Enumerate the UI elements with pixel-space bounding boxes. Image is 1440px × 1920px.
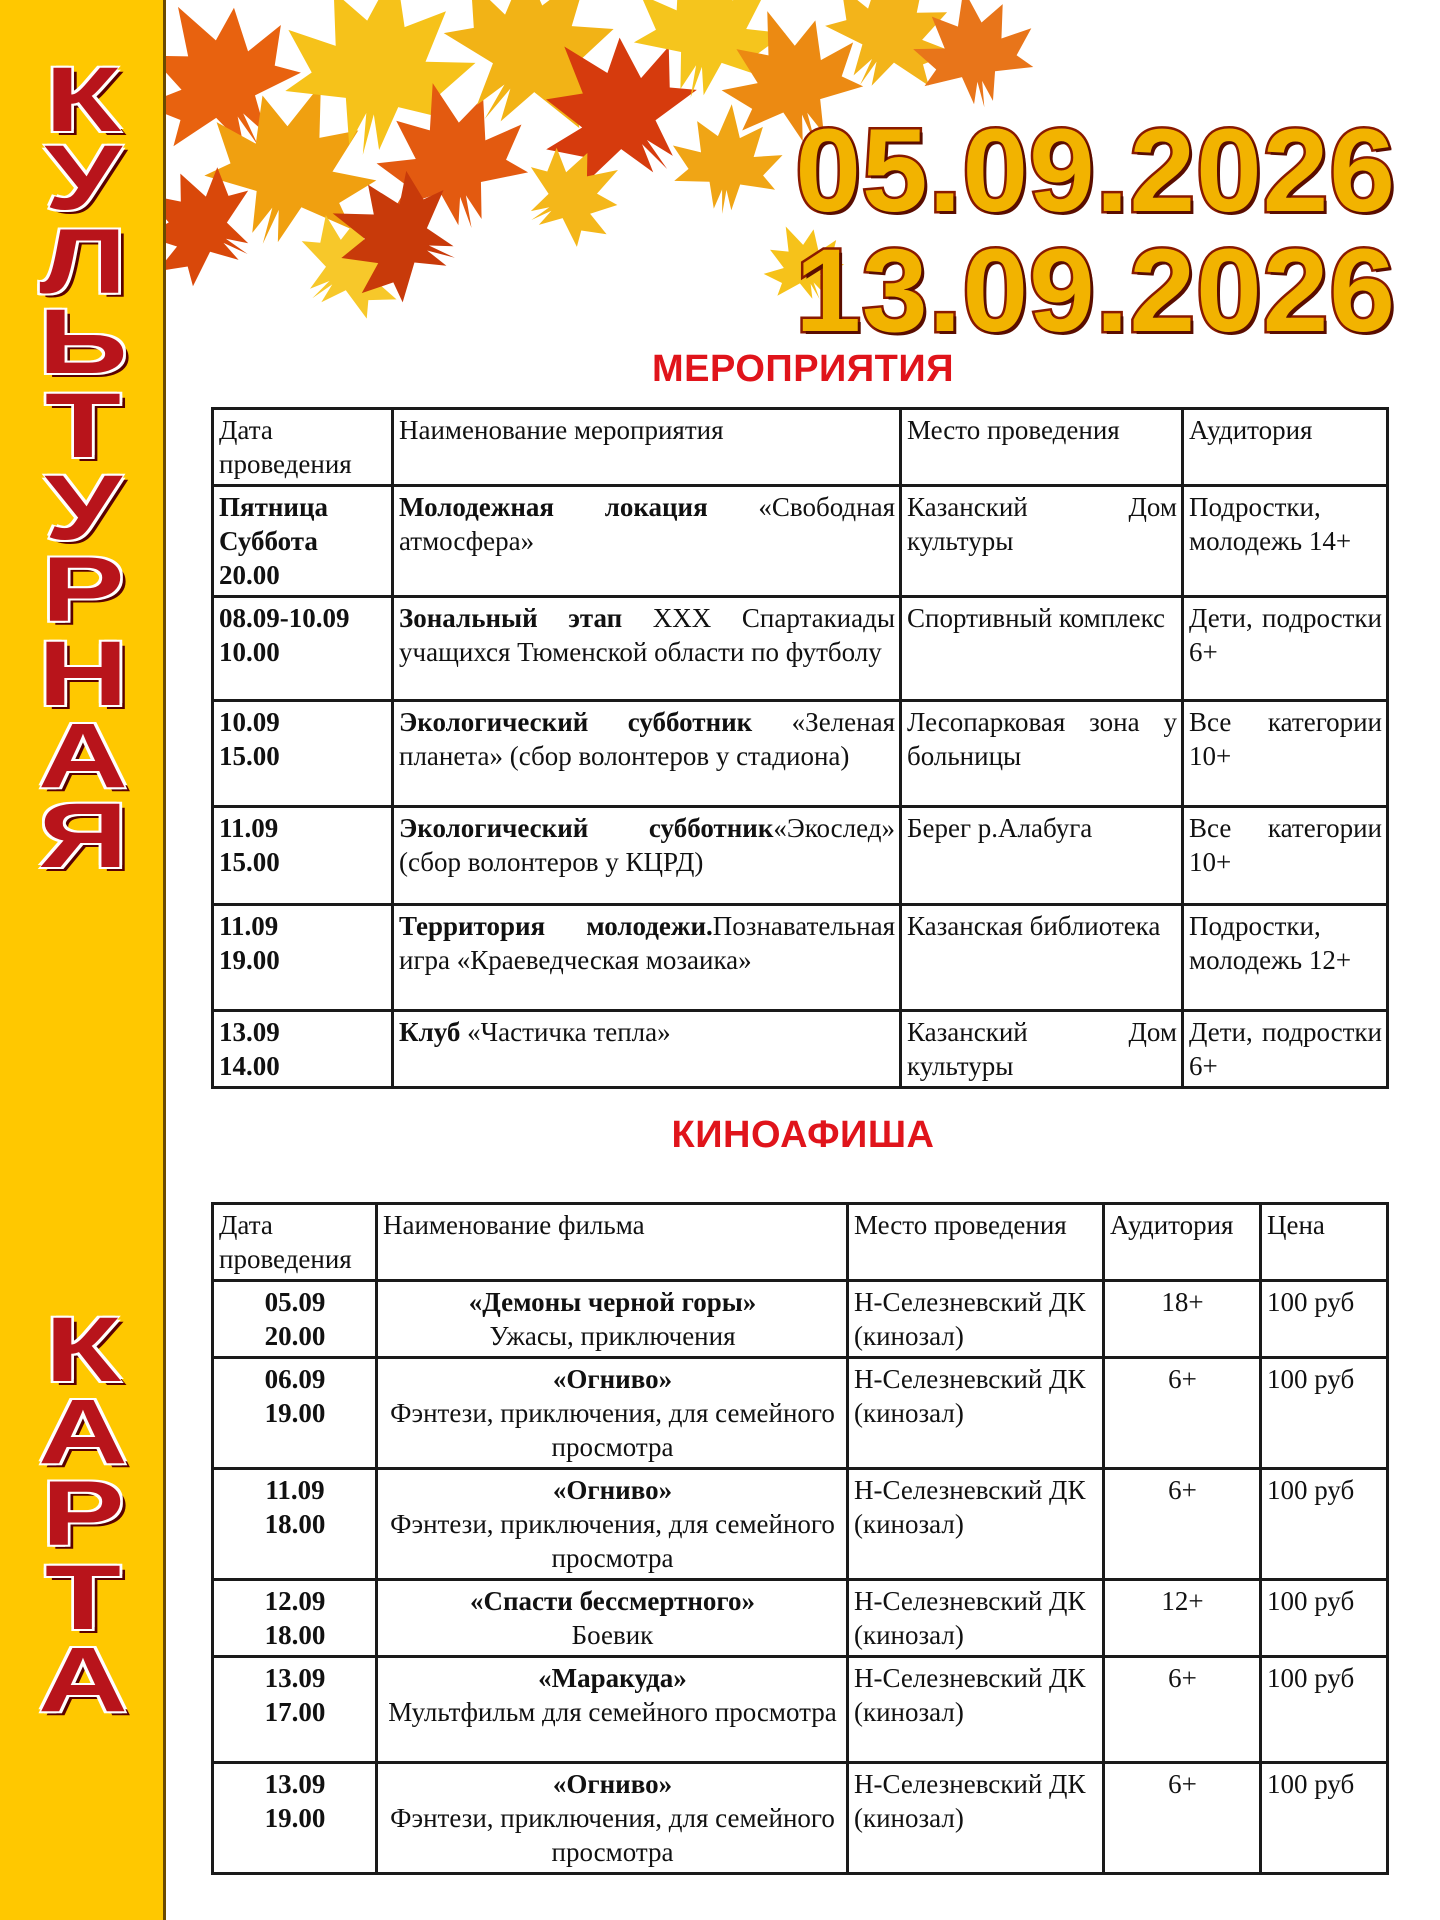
banner-letter: Л: [39, 211, 127, 313]
film-date: 11.09 18.00: [213, 1469, 377, 1580]
event-name-rest: XXX Спартакиады учащихся Тюменской области по футболу: [399, 603, 895, 667]
film-place: Н-Селезневский ДК (кинозал): [848, 1281, 1104, 1358]
film-title-cell: [377, 1657, 848, 1763]
table-row: [213, 1763, 1388, 1874]
event-name: [393, 1011, 901, 1088]
banner-letter: А: [38, 705, 128, 807]
film-date: 12.09 18.00: [213, 1580, 377, 1657]
films-header-cell: Цена: [1261, 1204, 1388, 1281]
date-from: 05.09.2026: [795, 105, 1396, 237]
event-date: 10.09 15.00: [213, 701, 393, 807]
film-place: Н-Селезневский ДК (кинозал): [848, 1763, 1104, 1874]
film-price: 100 руб: [1261, 1281, 1388, 1358]
event-place: Казанская библиотека: [901, 905, 1183, 1011]
event-name-rest: «Частичка тепла»: [460, 1017, 671, 1047]
film-audience: 6+: [1104, 1763, 1261, 1874]
film-audience: 6+: [1104, 1469, 1261, 1580]
event-date: 08.09-10.09 10.00: [213, 597, 393, 701]
film-place: Н-Селезневский ДК (кинозал): [848, 1657, 1104, 1763]
event-name-bold: Клуб: [399, 1017, 461, 1047]
event-name-bold: Молодежная локация: [399, 492, 708, 522]
table-row: [213, 701, 1388, 807]
film-genre: Фэнтези, приключения, для семейного просмотра: [390, 1509, 835, 1573]
event-place: Спортивный комплекс: [901, 597, 1183, 701]
film-title: «Огниво»: [552, 1769, 673, 1799]
banner-letter: Н: [38, 623, 128, 725]
film-title: «Маракуда»: [538, 1663, 687, 1693]
events-header-cell: Аудитория: [1183, 409, 1388, 486]
event-place: Берег р.Алабуга: [901, 807, 1183, 905]
table-row: [213, 1281, 1388, 1358]
event-name-bold: Экологический субботник: [399, 813, 774, 843]
events-header-row: [213, 409, 1388, 486]
film-date: 13.09 17.00: [213, 1657, 377, 1763]
film-audience: 6+: [1104, 1358, 1261, 1469]
film-place: Н-Селезневский ДК (кинозал): [848, 1358, 1104, 1469]
film-date: 05.09 20.00: [213, 1281, 377, 1358]
table-row: [213, 597, 1388, 701]
film-genre: Боевик: [571, 1620, 654, 1650]
film-price: 100 руб: [1261, 1580, 1388, 1657]
event-audience: Подростки, молодежь 12+: [1183, 905, 1388, 1011]
film-audience: 18+: [1104, 1281, 1261, 1358]
events-section-title: МЕРОПРИЯТИЯ: [651, 348, 955, 390]
table-row: [213, 1657, 1388, 1763]
film-date: 13.09 19.00: [213, 1763, 377, 1874]
events-header-cell: Наименование мероприятия: [393, 409, 901, 486]
film-genre: Мультфильм для семейного просмотра: [388, 1697, 837, 1727]
event-name-bold: Зональный этап: [399, 603, 623, 633]
events-header-cell: Дата проведения: [213, 409, 393, 486]
event-name: [393, 701, 901, 807]
films-header-cell: Аудитория: [1104, 1204, 1261, 1281]
event-audience: Все категории 10+: [1183, 701, 1388, 807]
banner-letter: У: [44, 127, 122, 229]
film-title: «Демоны черной горы»: [468, 1287, 757, 1317]
film-date: 06.09 19.00: [213, 1358, 377, 1469]
event-date: 11.09 19.00: [213, 905, 393, 1011]
film-title-cell: [377, 1469, 848, 1580]
banner-letter: Р: [41, 539, 125, 641]
film-price: 100 руб: [1261, 1763, 1388, 1874]
table-row: [213, 807, 1388, 905]
film-place: Н-Селезневский ДК (кинозал): [848, 1580, 1104, 1657]
event-audience: Все категории 10+: [1183, 807, 1388, 905]
banner-letter: Я: [38, 785, 128, 887]
table-row: [213, 1358, 1388, 1469]
film-place: Н-Селезневский ДК (кинозал): [848, 1469, 1104, 1580]
banner-letter: Т: [45, 1547, 121, 1649]
table-row: [213, 905, 1388, 1011]
event-name-rest: «Зеленая планета» (сбор волонтеров у стадиона): [399, 707, 895, 771]
films-header-cell: Наименование фильма: [377, 1204, 848, 1281]
event-name-bold: Территория молодежи.: [399, 911, 713, 941]
film-title-cell: [377, 1763, 848, 1874]
events-header-cell: Место проведения: [901, 409, 1183, 486]
films-header-cell: Место проведения: [848, 1204, 1104, 1281]
banner-letter: Т: [45, 375, 121, 477]
event-name: [393, 905, 901, 1011]
film-genre: Ужасы, приключения: [489, 1321, 736, 1351]
event-date: 11.09 15.00: [213, 807, 393, 905]
banner-letter: К: [45, 1299, 121, 1401]
event-date: 13.09 14.00: [213, 1011, 393, 1088]
film-title: «Огниво»: [552, 1364, 673, 1394]
events-table: [211, 407, 1389, 1089]
banner-letter: А: [38, 1381, 128, 1483]
film-genre: Фэнтези, приключения, для семейного просмотра: [390, 1398, 835, 1462]
film-audience: 12+: [1104, 1580, 1261, 1657]
film-price: 100 руб: [1261, 1358, 1388, 1469]
event-audience: Дети, подростки 6+: [1183, 597, 1388, 701]
banner-letter: Р: [41, 1463, 125, 1565]
event-name: [393, 807, 901, 905]
event-name-rest: «Экослед» (сбор волонтеров у КЦРД): [399, 813, 895, 877]
banner-letter: У: [44, 457, 122, 559]
film-title-cell: [377, 1281, 848, 1358]
table-row: [213, 1469, 1388, 1580]
film-title-cell: [377, 1580, 848, 1657]
film-title: «Спасти бессмертного»: [470, 1586, 755, 1616]
films-header-cell: Дата проведения: [213, 1204, 377, 1281]
banner-letter: Ь: [38, 291, 128, 393]
event-audience: Дети, подростки 6+: [1183, 1011, 1388, 1088]
film-price: 100 руб: [1261, 1469, 1388, 1580]
event-name: [393, 597, 901, 701]
table-row: [213, 1580, 1388, 1657]
film-title: «Огниво»: [552, 1475, 673, 1505]
event-place: Казанский Дом культуры: [901, 1011, 1183, 1088]
films-table: [211, 1202, 1389, 1875]
event-date: Пятница Суббота 20.00: [213, 486, 393, 597]
table-row: [213, 1011, 1388, 1088]
event-name-bold: Экологический субботник: [399, 707, 753, 737]
banner-letter: А: [38, 1629, 128, 1731]
banner-letter: К: [45, 49, 121, 151]
event-audience: Подростки, молодежь 14+: [1183, 486, 1388, 597]
film-genre: Фэнтези, приключения, для семейного просмотра: [390, 1803, 835, 1867]
films-header-row: [213, 1204, 1388, 1281]
films-section-title: КИНОАФИША: [671, 1114, 935, 1156]
film-price: 100 руб: [1261, 1657, 1388, 1763]
date-to: 13.09.2026: [795, 225, 1396, 357]
film-audience: 6+: [1104, 1657, 1261, 1763]
event-name-rest: «Свободная атмосфера»: [399, 492, 896, 556]
side-banner: [0, 0, 166, 1920]
event-place: Казанский Дом культуры: [901, 486, 1183, 597]
film-title-cell: [377, 1358, 848, 1469]
event-name-rest: Познавательная игра «Краеведческая мозаика»: [399, 911, 895, 975]
table-row: [213, 486, 1388, 597]
event-name: [393, 486, 901, 597]
event-place: Лесопарковая зона у больницы: [901, 701, 1183, 807]
